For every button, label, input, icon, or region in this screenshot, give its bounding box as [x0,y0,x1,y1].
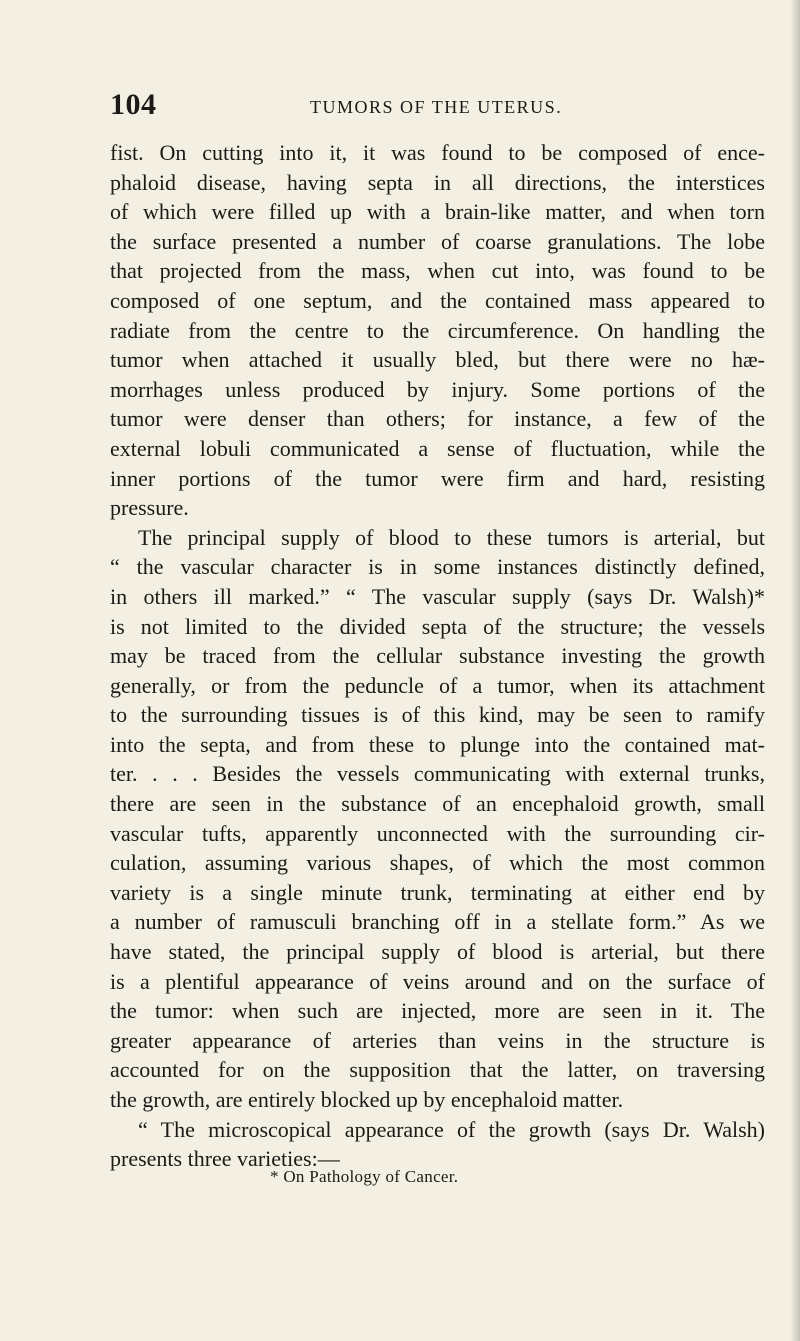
text-line: radiate from the centre to the circumference. On handling the [110,317,765,343]
running-head: TUMORS OF THE UTERUS. [310,97,563,117]
text-line: fist. On cutting into it, it was found to be composed of ence- [110,140,765,165]
text-line: the surface presented a number of coarse granulations. The lobe [110,228,765,254]
text-line: presents three varieties:— [110,1146,340,1172]
text-line: is not limited to the divided septa of the structure; the vessels [110,613,765,639]
text-line: vascular tufts, apparently unconnected with the surrounding cir- [110,820,765,846]
text-line: “ The microscopical appearance of the growth (says Dr. Walsh) [138,1116,765,1142]
page-number: 104 [110,88,157,121]
text-line: is a plentiful appearance of veins around and on the surface of [110,968,765,994]
text-line: of which were filled up with a brain-like matter, and when torn [110,199,765,225]
text-line: that projected from the mass, when cut into, was found to be [110,258,765,284]
text-line: there are seen in the substance of an encephaloid growth, small [110,791,765,817]
text-line: accounted for on the supposition that the latter, on traversing [110,1057,765,1083]
text-line: The principal supply of blood to these tumors is arterial, but [138,524,765,550]
text-line: greater appearance of arteries than veins in the structure is [110,1027,765,1053]
text-line: morrhages unless produced by injury. Some portions of the [110,376,765,402]
text-line: tumor when attached it usually bled, but there were no hæ- [110,347,765,373]
text-line: variety is a single minute trunk, terminating at either end by [110,879,765,905]
text-line: tumor were denser than others; for instance, a few of the [110,406,765,432]
text-line: a number of ramusculi branching off in a stellate form.” As we [110,909,765,935]
footnote: * On Pathology of Cancer. [270,1167,459,1186]
text-line: external lobuli communicated a sense of fluctuation, while the [110,435,765,461]
text-line: ter. . . . Besides the vessels communicating with external trunks, [110,761,765,787]
text-line: phaloid disease, having septa in all directions, the interstices [110,169,765,195]
text-line: the tumor: when such are injected, more are seen in it. The [110,998,765,1024]
text-line: have stated, the principal supply of blood is arterial, but there [110,939,765,965]
page-edge-shadow [790,0,800,1341]
text-line: in others ill marked.” “ The vascular supply (says Dr. Walsh)* [110,583,765,609]
text-line: the growth, are entirely blocked up by encephaloid matter. [110,1087,624,1112]
text-line: inner portions of the tumor were firm and hard, resisting [110,465,765,491]
text-line: “ the vascular character is in some instances distinctly defined, [110,554,765,580]
text-line: into the septa, and from these to plunge into the contained mat- [110,731,765,757]
text-line: composed of one septum, and the contained mass appeared to [110,287,765,313]
body-text [110,138,765,1174]
text-line: may be traced from the cellular substance investing the growth [110,643,765,669]
text-line: to the surrounding tissues is of this kind, may be seen to ramify [110,702,765,728]
text-line: generally, or from the peduncle of a tumor, when its attachment [110,672,765,698]
text-line: culation, assuming various shapes, of which the most common [110,850,765,876]
text-line: pressure. [110,495,189,521]
